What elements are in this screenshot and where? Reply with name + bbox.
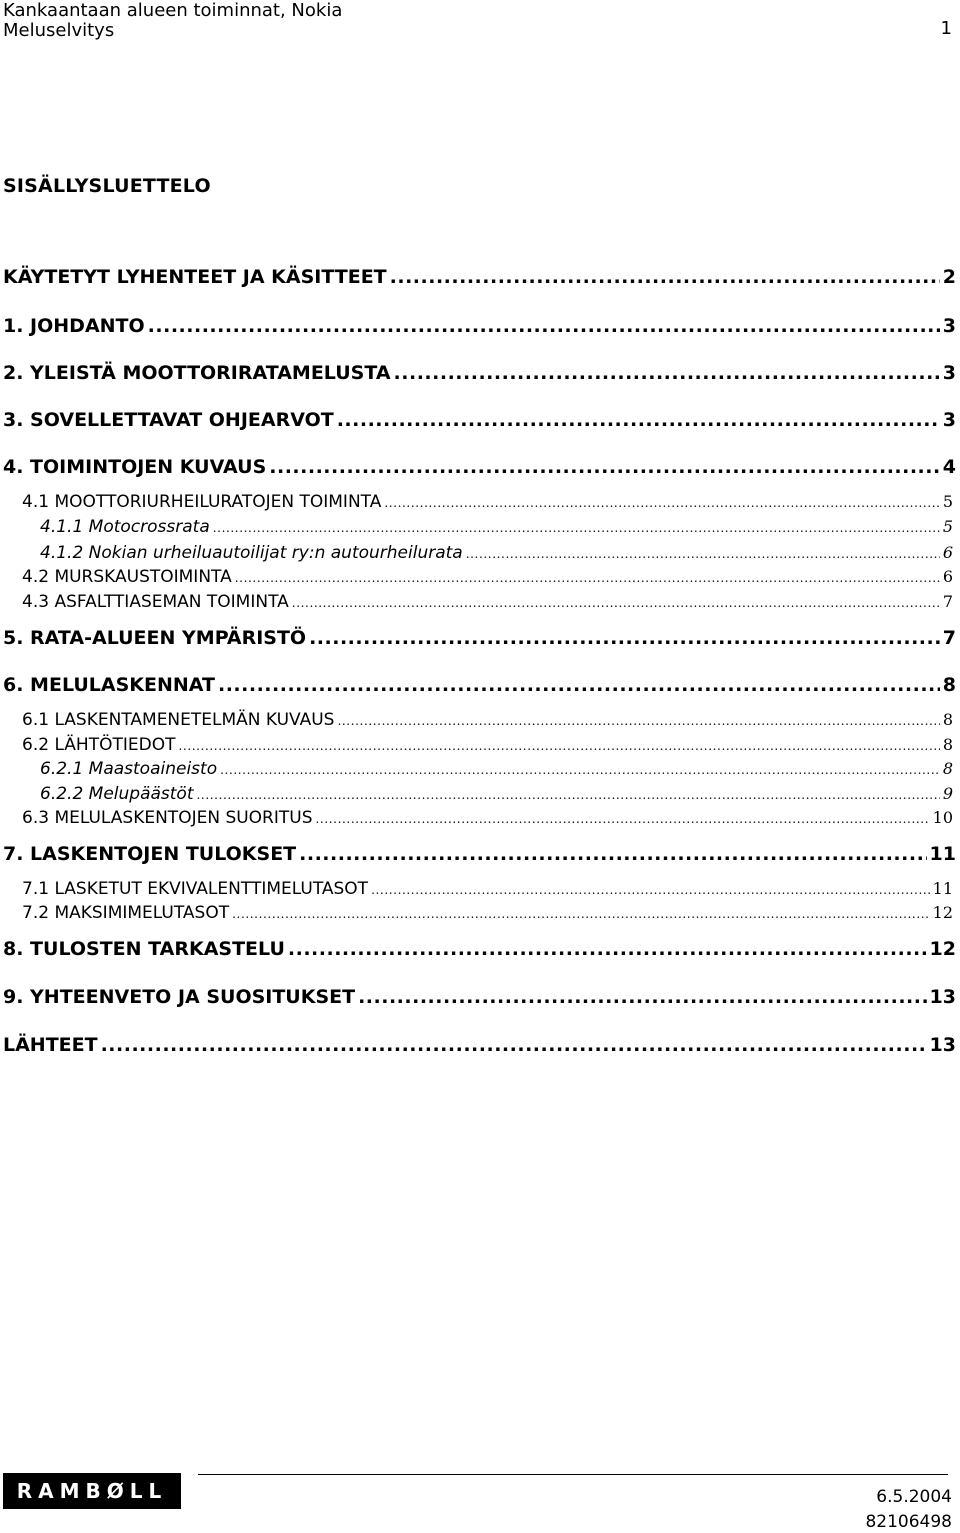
toc-entry-label: KÄYTETYT LYHENTEET JA KÄSITTEET	[3, 266, 387, 288]
toc-entry[interactable]	[0, 808, 953, 828]
toc-entry-page: 9	[942, 784, 953, 803]
toc-entry[interactable]	[0, 903, 953, 923]
toc-entry[interactable]	[0, 843, 956, 865]
toc-entry-label: 4.1 MOOTTORIURHEILURATOJEN TOIMINTA	[22, 492, 382, 512]
toc-entry-page: 10	[932, 808, 953, 827]
toc-entry-label: 6.3 MELULASKENTOJEN SUORITUS	[22, 808, 313, 828]
header-subtitle: Meluselvitys	[3, 20, 115, 41]
toc-entry-label: 7.1 LASKETUT EKVIVALENTTIMELUTASOT	[22, 879, 369, 899]
toc-entry-label: 6. MELULASKENNAT	[3, 674, 215, 696]
toc-entry-page: 13	[929, 1034, 956, 1056]
toc-entry-label: 4.1.1 Motocrossrata	[40, 517, 210, 537]
toc-entry-page: 6	[942, 543, 953, 562]
toc-entry[interactable]	[0, 1034, 956, 1056]
toc-entry[interactable]	[0, 456, 956, 478]
toc-entry-label: 6.1 LASKENTAMENETELMÄN KUVAUS	[22, 710, 335, 730]
toc-entry[interactable]	[0, 784, 953, 804]
toc-entry-label: 7.2 MAKSIMIMELUTASOT	[22, 903, 230, 923]
toc-entry-page: 12	[932, 903, 953, 922]
toc-entry-page: 4	[942, 456, 956, 478]
toc-entry-page: 13	[929, 986, 956, 1008]
toc-entry-page: 8	[942, 674, 956, 696]
toc-entry-label: 8. TULOSTEN TARKASTELU	[3, 938, 285, 960]
toc-entry[interactable]	[0, 315, 956, 337]
toc-entry-page: 11	[932, 879, 953, 898]
toc-entry-label: 6.2.1 Maastoaineisto	[40, 759, 218, 779]
toc-entry-label: 4. TOIMINTOJEN KUVAUS	[3, 456, 267, 478]
toc-entry-label: 1. JOHDANTO	[3, 315, 145, 337]
toc-entry-label: 5. RATA-ALUEEN YMPÄRISTÖ	[3, 627, 307, 649]
toc-entry-page: 3	[942, 362, 956, 384]
toc-entry-label: 4.2 MURSKAUSTOIMINTA	[22, 567, 232, 587]
toc-entry-page: 5	[942, 517, 953, 536]
toc-entry[interactable]	[0, 879, 953, 899]
toc-entry[interactable]	[0, 674, 956, 696]
toc-entry-page: 8	[942, 710, 953, 729]
toc-entry-page: 5	[942, 492, 953, 511]
toc-entry-label: 4.1.2 Nokian urheiluautoilijat ry:n autourheilurata	[40, 543, 463, 563]
toc-entry[interactable]	[0, 567, 953, 587]
toc-entry-page: 12	[929, 938, 956, 960]
toc-entry[interactable]	[0, 543, 953, 563]
toc-entry[interactable]	[0, 627, 956, 649]
toc-entry-page: 8	[942, 759, 953, 778]
toc-entry[interactable]	[0, 759, 953, 779]
toc-entry-page: 6	[942, 567, 953, 586]
toc-entry-page: 3	[942, 315, 956, 337]
toc-entry-page: 2	[942, 266, 956, 288]
toc-entry[interactable]	[0, 362, 956, 384]
toc-entry[interactable]	[0, 266, 956, 288]
toc-entry-page: 11	[929, 843, 956, 865]
toc-entry[interactable]	[0, 710, 953, 730]
toc-entry[interactable]	[0, 735, 953, 755]
toc-entry-label: 3. SOVELLETTAVAT OHJEARVOT	[3, 409, 334, 431]
toc-entry-page: 7	[942, 627, 956, 649]
toc-entry-page: 8	[942, 735, 953, 754]
toc-entry-label: 4.3 ASFALTTIASEMAN TOIMINTA	[22, 592, 289, 612]
toc-entry[interactable]	[0, 409, 956, 431]
toc-entry[interactable]	[0, 517, 953, 537]
toc-entry-page: 3	[942, 409, 956, 431]
footer-document-number: 82106498	[865, 1512, 952, 1532]
toc-entry-label: 7. LASKENTOJEN TULOKSET	[3, 843, 297, 865]
toc-entry[interactable]	[0, 592, 953, 612]
toc-entry-label: 6.2.2 Melupäästöt	[40, 784, 194, 804]
toc-title: SISÄLLYSLUETTELO	[3, 175, 211, 197]
footer-date: 6.5.2004	[876, 1487, 952, 1507]
toc-entry-label: LÄHTEET	[3, 1034, 98, 1056]
header-title: Kankaantaan alueen toiminnat, Nokia	[3, 0, 343, 21]
toc-entry[interactable]	[0, 986, 956, 1008]
ramboll-logo: RAMBØLL	[3, 1473, 181, 1509]
toc-entry-label: 9. YHTEENVETO JA SUOSITUKSET	[3, 986, 356, 1008]
toc-entry[interactable]	[0, 492, 953, 512]
toc-entry-page: 7	[942, 592, 953, 611]
footer-divider	[198, 1474, 948, 1475]
toc-entry-label: 6.2 LÄHTÖTIEDOT	[22, 735, 176, 755]
page-number: 1	[940, 18, 952, 39]
toc-entry-label: 2. YLEISTÄ MOOTTORIRATAMELUSTA	[3, 362, 391, 384]
toc-entry[interactable]	[0, 938, 956, 960]
